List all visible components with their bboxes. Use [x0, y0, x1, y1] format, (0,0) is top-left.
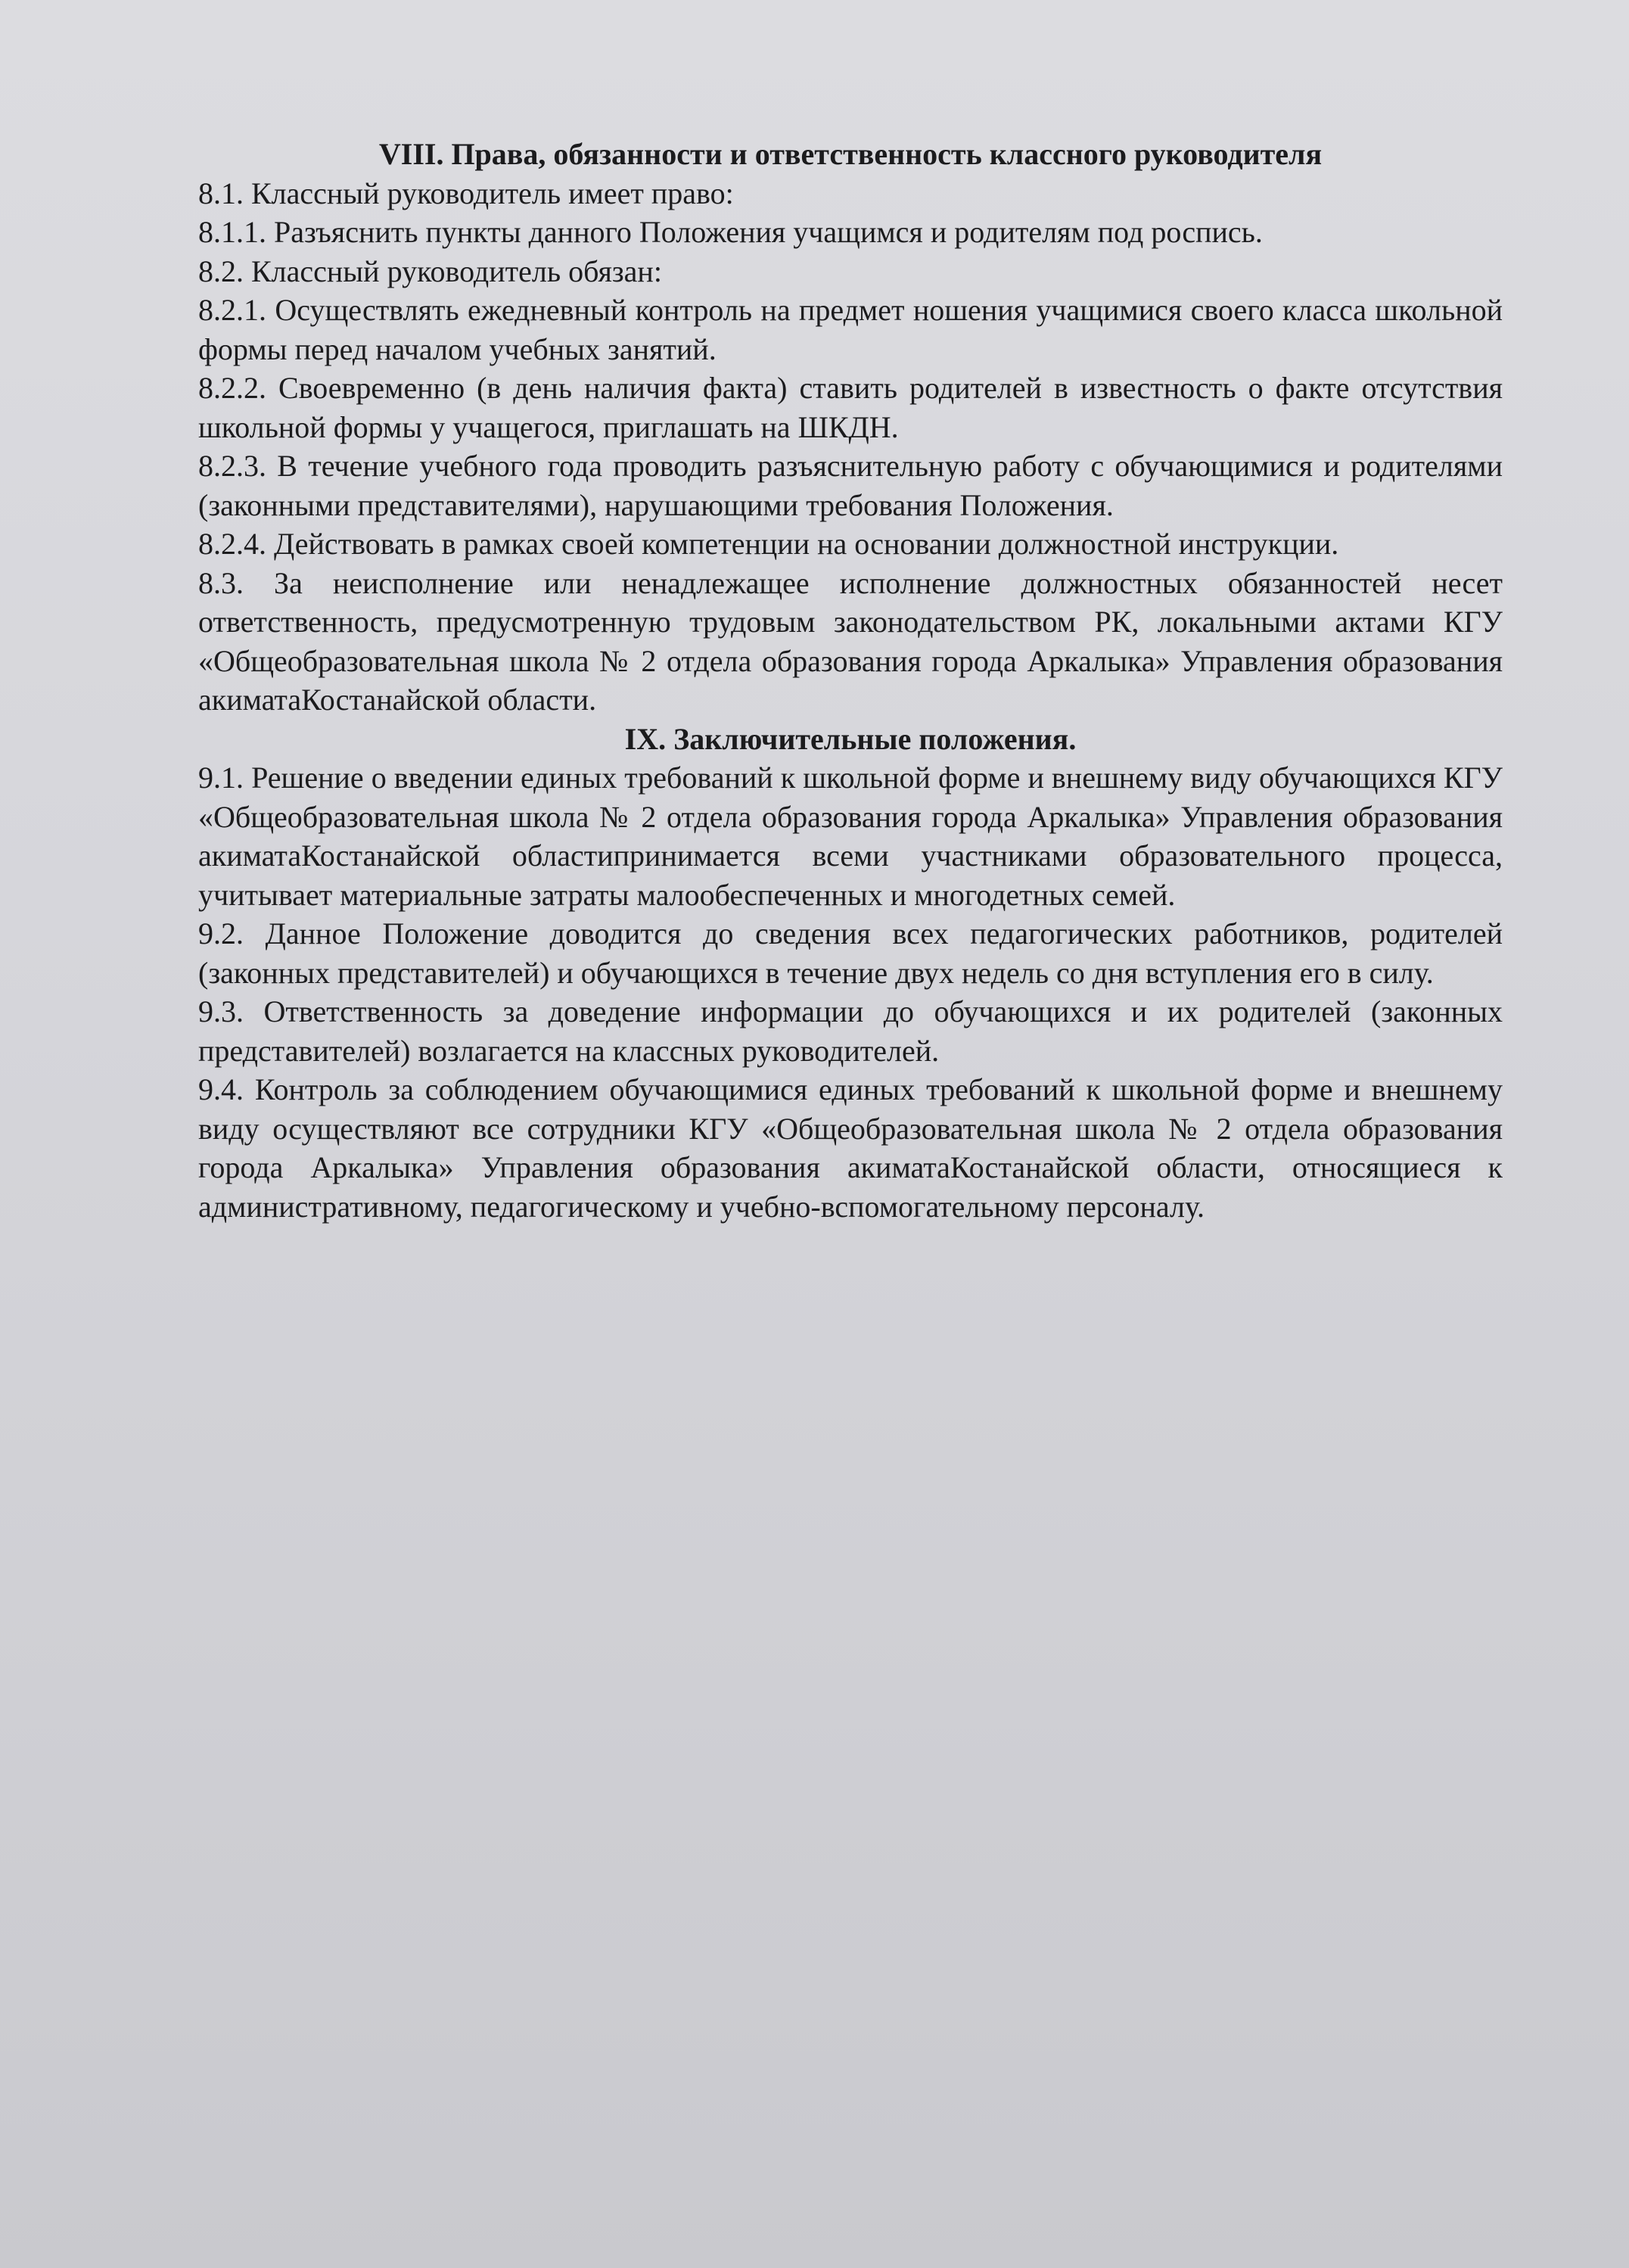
section-9-heading: IX. Заключительные положения. [624, 721, 1077, 756]
paragraph-9-3: 9.3. Ответственность за доведение информации до обучающихся и их родителей (законных представителей) возлагается на классных руководителей. [198, 994, 1503, 1068]
paragraph-8-2: 8.2. Классный руководитель обязан: [198, 254, 662, 288]
paragraph-8-3: 8.3. За неисполнение или ненадлежащее исполнение должностных обязанностей несет ответственность, предусмотренную трудовым законодательством РК, локальными актами КГУ «Общеобразовательная школа № 2 отдела образования города Аркалыка» Управления образования акиматаКостанайской области. [198, 565, 1503, 717]
paragraph-8-2-3: 8.2.3. В течение учебного года проводить разъяснительную работу с обучающимися и родителями (законными представителями), нарушающими требования Положения. [198, 449, 1503, 522]
paragraph-8-1: 8.1. Классный руководитель имеет право: [198, 176, 734, 210]
paragraph-9-1: 9.1. Решение о введении единых требований к школьной форме и внешнему виду обучающихся КГУ «Общеобразовательная школа № 2 отдела образования города Аркалыка» Управления образования акиматаКостанайской областипринимается всеми участниками образовательного процесса, учитывает материальные затраты малообеспеченных и многодетных семей. [198, 761, 1503, 912]
paragraph-9-2: 9.2. Данное Положение доводится до сведения всех педагогических работников, родителей (законных представителей) и обучающихся в течение двух недель со дня вступления его в силу. [198, 916, 1503, 990]
paragraph-8-1-1: 8.1.1. Разъяснить пункты данного Положения учащимся и родителям под роспись. [198, 215, 1263, 249]
paragraph-8-2-4: 8.2.4. Действовать в рамках своей компетенции на основании должностной инструкции. [198, 527, 1339, 561]
document-page [198, 135, 1503, 1226]
section-8-heading: VIII. Права, обязанности и ответственность классного руководителя [378, 137, 1323, 171]
paragraph-9-4: 9.4. Контроль за соблюдением обучающимися единых требований к школьной форме и внешнему виду осуществляют все сотрудники КГУ «Общеобразовательная школа № 2 отдела образования города Аркалыка» Управления образования акиматаКостанайской области, относящиеся к административному, педагогическому и учебно-вспомогательному персоналу. [198, 1072, 1503, 1224]
paragraph-8-2-2: 8.2.2. Своевременно (в день наличия факта) ставить родителей в известность о факте отсутствия школьной формы у учащегося, приглашать на ШКДН. [198, 371, 1503, 444]
paragraph-8-2-1: 8.2.1. Осуществлять ежедневный контроль на предмет ношения учащимися своего класса школьной формы перед началом учебных занятий. [198, 293, 1503, 366]
